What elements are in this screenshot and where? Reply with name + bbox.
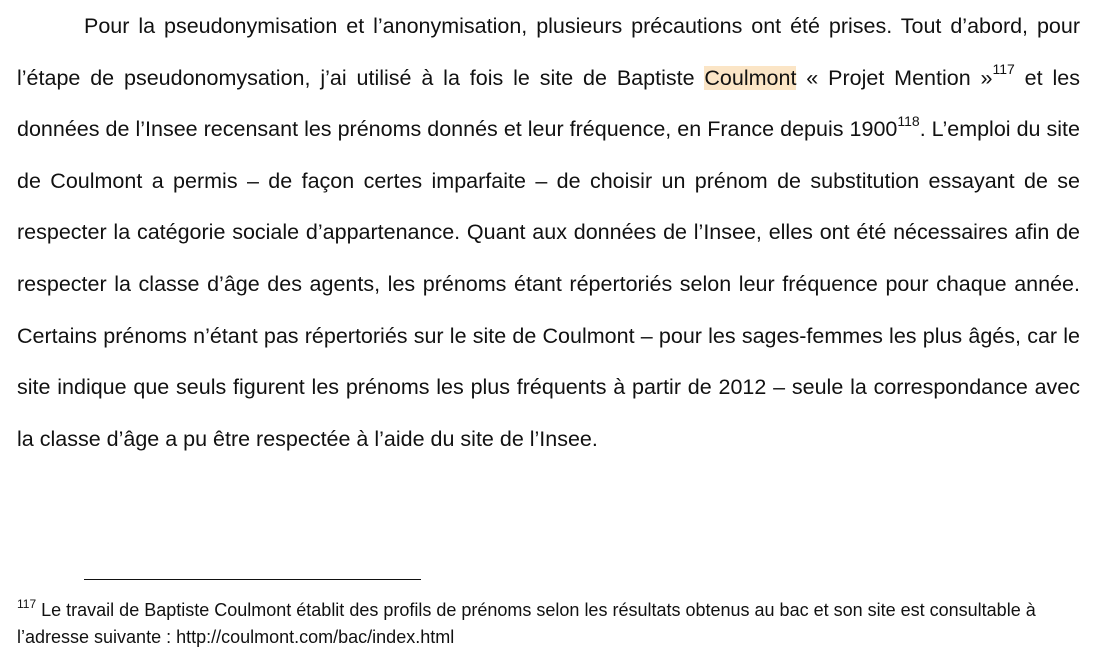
footnote-reference-117: 117 — [992, 61, 1015, 78]
footnote-reference-118: 118 — [897, 113, 920, 130]
paragraph-text-1: Pour la pseudonymisation et l’anonymisation, plusieurs précautions ont été prises. Tout d’abord, pour l’étape de pseudonomysation, j’ai utilisé à la fois le site de Baptiste — [17, 14, 1080, 90]
footnote-separator — [84, 579, 421, 580]
highlighted-word: Coulmont — [704, 65, 797, 90]
paragraph-text-4: . L’emploi du site de Coulmont a permis – de façon certes imparfaite – de choisir un prénom de substitution essayant de se respecter la catégorie sociale d’appartenance. Quant aux données de l’Insee, elles ont été nécessaires afin de respecter la classe d’âge des agents, les prénoms étant répertoriés selon leur fréquence pour chaque année. Certains prénoms n’étant pas répertoriés sur le site de Coulmont – pour les sages-femmes les plus âgés, car le site indique que seuls figurent les prénoms les plus fréquents à partir de 2012 – seule la correspondance avec la classe d’âge a pu être respectée à l’aide du site de l’Insee. — [17, 117, 1080, 451]
footnote-text: Le travail de Baptiste Coulmont établit des profils de prénoms selon les résultats obtenus au bac et son site est consultable à l’adresse suivante : http://coulmont.com/bac/index.html — [17, 600, 1036, 647]
body-paragraph — [17, 1, 1080, 465]
paragraph-text-2: « Projet Mention » — [796, 65, 993, 90]
footnote — [17, 597, 1082, 651]
footnote-number: 117 — [17, 597, 37, 611]
paragraph-text-3: et les données de l’Insee recensant les prénoms donnés et leur fréquence, en France depuis 1900 — [17, 65, 1080, 142]
